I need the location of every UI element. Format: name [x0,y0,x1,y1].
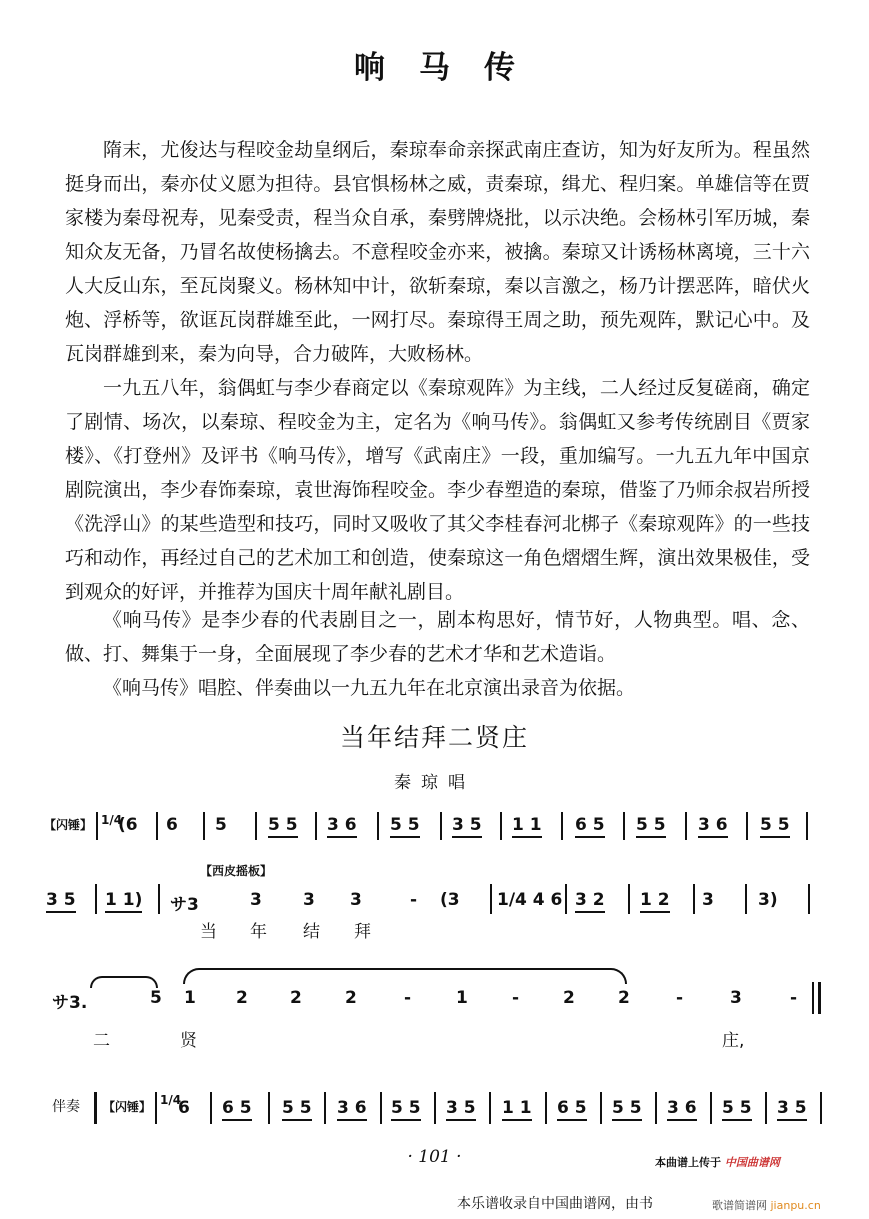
upload-brand[interactable]: 中国曲谱网 [724,1156,780,1169]
note: 2 [618,988,630,1008]
barline [155,1092,157,1124]
note: 1/4 4 6 [497,890,563,910]
note: 2 [236,988,248,1008]
barline [203,812,205,840]
intro-paragraph-4: 《响马传》唱腔、伴奏曲以一九五九年在北京演出录音为依据。 [103,677,636,699]
footer-note: 本乐谱收录自中国曲谱网，由书 [457,1196,653,1212]
barline [806,812,808,840]
page-title: 响马传 [354,50,549,86]
lyric: 贤 [180,1031,197,1051]
note: 5 5 [722,1098,752,1121]
note: 1 [456,988,468,1008]
note: 6 [178,1098,190,1118]
barline [255,812,257,840]
time-signature: 1/4 [160,1093,182,1107]
barline [565,884,567,914]
upload-text: 本曲谱上传于 [655,1156,721,1169]
note: - [404,988,412,1008]
note: 6 5 [575,815,605,838]
barline [561,812,563,840]
score-row-1 [0,812,869,848]
note: 3 [350,890,362,910]
note: 5 5 [636,815,666,838]
note: 1 1 [502,1098,532,1121]
score-row-2 [0,858,869,938]
barline [745,884,747,914]
note: 1 1) [105,890,142,913]
note: 5 5 [612,1098,642,1121]
barline [820,1092,822,1124]
barline [434,1092,436,1124]
intro-paragraph-1: 隋末，尤俊达与程咬金劫皇纲后，秦琼奉命亲探武南庄查访，知为好友所为。程虽然挺身而出，秦亦仗义愿为担待。县官惧杨林之威，责秦琼，缉尤、程归案。单雄信等在贾家楼为秦母祝寿，见秦受责，程当众自承，秦劈牌烧批，以示决绝。会杨林引军历城，秦知众友无备，乃冒名故使杨擒去。不意程咬金亦来，被擒。秦琼又计诱杨林离境，三十六人大反山东，至瓦岗聚义。杨林知中计，欲斩秦琼，秦以言激之，杨乃计摆恶阵，暗伏火炮、浮桥等，欲诓瓦岗群雄至此，一网打尽。秦琼得王周之助，预先观阵，默记心中。及瓦岗群雄到来，秦为向导，合力破阵，大败杨林。 [65,139,810,365]
barline [812,982,814,1014]
note: 2 [563,988,575,1008]
note: 6 5 [557,1098,587,1121]
barline [210,1092,212,1124]
barline [600,1092,602,1124]
note: (3 [440,890,460,910]
barline [765,1092,767,1124]
intro-paragraph-2: 一九五八年，翁偶虹与李少春商定以《秦琼观阵》为主线，二人经过反复磋商，确定了剧情、场次，以秦琼、程咬金为主，定名为《响马传》。翁偶虹又参考传统剧目《贾家楼》、《打登州》及评书《响马传》，增写《武南庄》一段，重加编写。一九五九年中国京剧院演出，李少春饰秦琼，袁世海饰程咬金。李少春塑造的秦琼，借鉴了乃师余叔岩所授《洗浮山》的某些造型和技巧，同时又吸收了其父李桂春河北梆子《秦琼观阵》的一些技巧和动作，再经过自己的艺术加工和创造，使秦琼这一角色熠熠生辉，演出效果极佳，受到观众的好评，并推荐为国庆十周年献礼剧目。 [65,377,810,603]
note: - [512,988,520,1008]
watermark [712,1197,821,1213]
time-signature: 1/4 [101,813,123,827]
note: サ3 [170,895,199,915]
score-label: 【闪锤】 [44,818,93,832]
song-title: 当年结拜二贤庄 [339,723,529,752]
note: 3 5 [46,890,76,913]
score-label: 【西皮摇板】 [200,864,273,878]
note: 3 6 [667,1098,697,1121]
note: 2 [290,988,302,1008]
barline [324,1092,326,1124]
note: 3 6 [327,815,357,838]
note: 5 5 [268,815,298,838]
watermark-prefix: 歌谱简谱网 [712,1199,767,1212]
barline [500,812,502,840]
barline [96,812,98,840]
note: 3 [730,988,742,1008]
lyric: 结 [303,922,320,942]
barline [380,1092,382,1124]
barline [490,884,492,914]
note: 3 5 [777,1098,807,1121]
barline [710,1092,712,1124]
note: 3 5 [446,1098,476,1121]
barline [440,812,442,840]
note: 3 6 [337,1098,367,1121]
note: サ3. [52,993,88,1013]
note: - [790,988,798,1008]
barline [693,884,695,914]
note: 5 5 [282,1098,312,1121]
lyric: 拜 [354,922,371,942]
score-label: 【闪锤】 [103,1100,152,1114]
note: 3 [250,890,262,910]
lyric: 二 [93,1031,110,1051]
barline [315,812,317,840]
note: 5 5 [390,815,420,838]
page-number: · 101 · [407,1147,462,1167]
upload-notice [655,1154,780,1170]
barline [655,1092,657,1124]
note: 1 [184,988,196,1008]
barline [628,884,630,914]
note: 3 5 [452,815,482,838]
barline [623,812,625,840]
note: 3) [758,890,778,910]
singer-line: 秦琼唱 [394,773,475,793]
intro-paragraph-3: 《响马传》是李少春的代表剧目之一，剧本构思好，情节好，人物典型。唱、念、做、打、舞集于一身，全面展现了李少春的艺术才华和艺术造诣。 [65,609,810,665]
barline [808,884,810,914]
note: 3 6 [698,815,728,838]
note: 2 [345,988,357,1008]
note: 5 5 [760,815,790,838]
score-row-3 [0,978,869,1018]
barline [158,884,160,914]
lyric: 庄, [722,1031,745,1051]
note: 6 5 [222,1098,252,1121]
barline [685,812,687,840]
note: 5 [150,988,162,1008]
score-row-4 [0,1092,869,1128]
note: 5 5 [391,1098,421,1121]
note: - [676,988,684,1008]
lyric: 当 [200,922,217,942]
lyric: 年 [250,922,267,942]
barline [489,1092,491,1124]
barline [95,884,97,914]
note: 3 2 [575,890,605,913]
note: 3 [303,890,315,910]
barline [746,812,748,840]
note: 6 [166,815,178,835]
note: 1 2 [640,890,670,913]
accompaniment-label: 伴奏 [52,1099,80,1115]
note: 3 [702,890,714,910]
barline [268,1092,270,1124]
watermark-site: jianpu.cn [770,1199,821,1212]
note: 5 [215,815,227,835]
brace [94,1092,97,1124]
barline [156,812,158,840]
barline [377,812,379,840]
final-barline [818,982,821,1014]
note: 1 1 [512,815,542,838]
note: (6 [118,815,138,835]
note: - [410,890,418,910]
barline [545,1092,547,1124]
